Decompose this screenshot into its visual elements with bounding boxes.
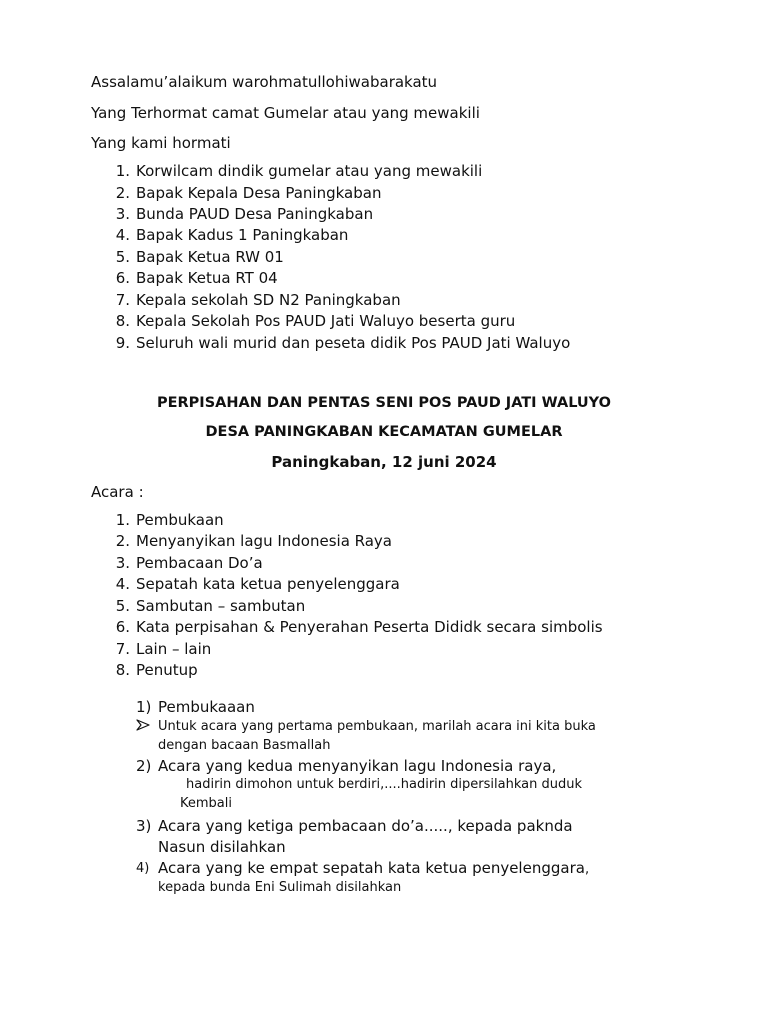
honored-line-1: Yang Terhormat camat Gumelar atau yang mewakili bbox=[91, 104, 480, 122]
arrow-bullet-icon bbox=[136, 719, 150, 734]
event-date: Paningkaban, 12 juni 2024 bbox=[271, 453, 497, 471]
agenda-label: Acara : bbox=[91, 483, 144, 501]
detail-item-3b: Nasun disilahkan bbox=[158, 838, 286, 856]
detail-sub-4: kepada bunda Eni Sulimah disilahkan bbox=[158, 880, 402, 895]
detail-sub-1a: Untuk acara yang pertama pembukaan, marilah acara ini kita buka bbox=[158, 719, 596, 734]
detail-item-2: Acara yang kedua menyanyikan lagu Indonesia raya, bbox=[158, 757, 557, 775]
detail-num-4: 4) bbox=[136, 861, 150, 876]
event-title: PERPISAHAN DAN PENTAS SENI POS PAUD JATI WALUYO bbox=[156, 395, 611, 411]
detail-item-3a: Acara yang ketiga pembacaan do’a....., kepada paknda bbox=[158, 817, 573, 835]
greeting: Assalamu’alaikum warohmatullohiwabarakatu bbox=[91, 73, 438, 91]
detail-sub-2b: Kembali bbox=[180, 796, 232, 811]
event-location: DESA PANINGKABAN KECAMATAN GUMELAR bbox=[205, 424, 563, 440]
document-page: Assalamu’alaikum warohmatullohiwabarakatu Yang Terhormat camat Gumelar atau yang mewakili Yang kami hormati 1. Korwilcam dindik gumelar atau yang mewakili 2. Bapak Kepala Desa Paningkaban 3. Bunda PAUD Desa Paningkaban 4. Bapak Kadus 1 Paningkaban 5. Bapak Ketua RW 01 6. Bapak Ketua RT 04 7. Kepala sekolah SD N2 Paningkaban 8. Kepala Sekolah Pos PAUD Jati Waluyo beserta guru 9. Seluruh wali murid dan peseta didik Pos PAUD Jati Waluyo PERPISAHAN DAN PENTAS SENI POS PAUD JATI WALUYO DESA PANINGKABAN KECAMATAN GUMELAR Paningkaban, 12 juni 2024 Acara : 1. Pembukaan 2. Menyanyikan lagu Indonesia Raya 3. Pembacaan Do’a 4. Sepatah kata ketua penyelenggara 5. Sambutan – sambutan 6. Kata perpisahan & Penyerahan Peserta Dididk secara simbolis 7. Lain – lain 8. Penutup 1) Pembukaaan Untuk acara yang pertama pembukaan, marilah acara ini kita buka dengan bacaan Basmallah 2) Acara yang kedua menyanyikan lagu Indonesia raya, hadirin dimohon untuk berdiri,....hadirin dipersilahkan duduk Kembali 3) Acara yang ketiga pembacaan do’a....., kepada paknda Nasun disilahkan 4) Acara yang ke empat sepatah kata ketua penyelenggara, kepada bunda Eni Sulimah disilahkan bbox=[0, 0, 768, 1024]
detail-item-1: Pembukaaan bbox=[158, 698, 255, 716]
detail-num-1: 1) bbox=[136, 698, 152, 716]
detail-num-2: 2) bbox=[136, 757, 152, 775]
detail-item-4: Acara yang ke empat sepatah kata ketua penyelenggara, bbox=[158, 859, 590, 877]
detail-num-3: 3) bbox=[136, 817, 152, 835]
detail-sub-2a: hadirin dimohon untuk berdiri,....hadirin dipersilahkan duduk bbox=[186, 777, 582, 792]
arrow-bullet-icon-svg bbox=[136, 719, 150, 731]
detail-sub-1b: dengan bacaan Basmallah bbox=[158, 738, 331, 753]
honored-line-2: Yang kami hormati bbox=[91, 134, 231, 152]
